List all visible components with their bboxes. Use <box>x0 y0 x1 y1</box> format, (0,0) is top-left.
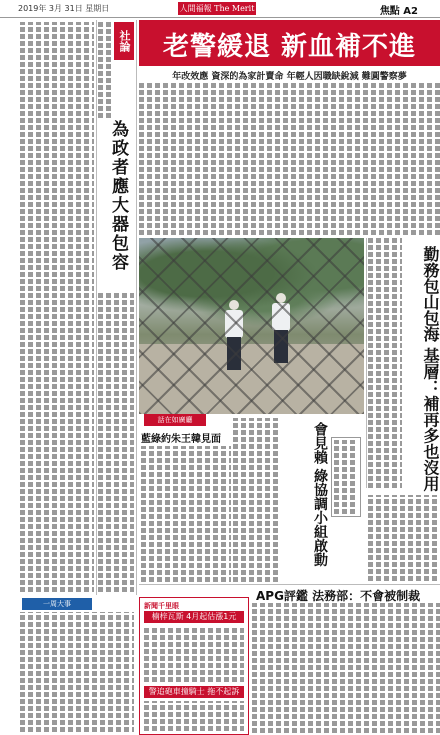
sidebar-body <box>141 446 231 582</box>
lead-headline-banner <box>139 20 440 66</box>
sidebar-tag: 話在如廣廳 <box>144 414 206 426</box>
news-brief-text-1 <box>144 626 244 682</box>
lead-story-body <box>139 82 440 235</box>
editorial-body <box>98 22 112 118</box>
quote-text <box>334 440 358 514</box>
column-divider <box>136 20 137 595</box>
week-events-label: 一周大事 <box>22 598 92 610</box>
news-brief-box <box>139 597 249 735</box>
side-story-body <box>368 238 402 488</box>
week-events-body <box>20 612 134 732</box>
editorial-label: 社論 <box>114 22 134 60</box>
page-header <box>0 0 440 18</box>
editorial-title: 為政者應大器包容 <box>108 120 128 272</box>
news-brief-label: 新聞千里眼 <box>144 602 179 610</box>
center-story-title: 會見賴 綠協調小組啟動 <box>312 422 328 567</box>
masthead-logo: 人間福報 The Merit <box>179 4 255 13</box>
lead-headline: 老警緩退 新血補不進 <box>162 32 417 62</box>
column-divider <box>96 20 97 595</box>
police-photo <box>139 238 364 414</box>
quote-box <box>331 437 361 517</box>
section-divider <box>139 584 440 585</box>
news-brief-item-2: 警追砲車撞騎士 拖不起訴 <box>144 686 244 698</box>
side-story-body-lower <box>368 495 440 581</box>
side-story-title: 勤務包山包海 基層：補再多也沒用 <box>421 246 440 492</box>
apg-story-title: APG評鑑 法務部：不會被制裁 <box>256 589 421 603</box>
sidebar-title: 藍綠約朱王韓見面 <box>141 434 221 445</box>
column-divider <box>366 238 367 488</box>
section-label: 焦點 A2 <box>379 6 418 17</box>
issue-date: 2019年 3月 31日 星期日 <box>18 4 110 13</box>
fence-overlay <box>139 238 364 414</box>
news-brief-item-1: 楠梓瓦斯 4月起估漲1元 <box>144 611 244 623</box>
editorial-body-lower <box>98 292 134 592</box>
left-column-text <box>20 22 94 592</box>
lead-subhead: 年改效應 資深的為家計賣命 年輕人因職缺銳減 難圓警察夢 <box>172 72 407 82</box>
apg-story-body <box>252 603 440 733</box>
center-story-body <box>233 418 281 582</box>
news-brief-text-2 <box>144 701 244 731</box>
